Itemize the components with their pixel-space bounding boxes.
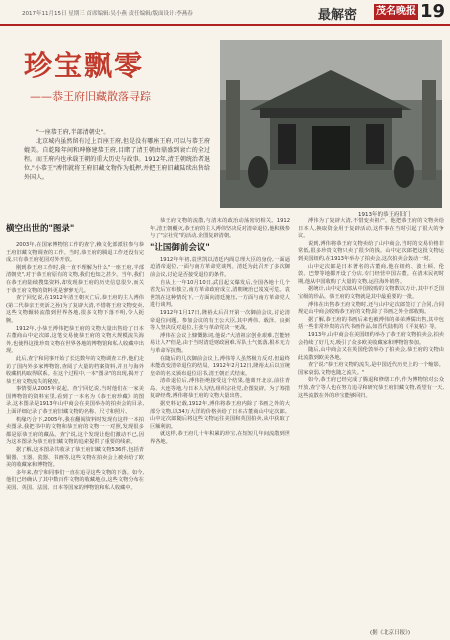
article-column-1	[6, 224, 144, 627]
paragraph: 就这样,恭王府几十年积累的珍宝,在短短几年间流散到世界各地。	[150, 431, 290, 446]
mansion-gate-photo	[220, 40, 442, 208]
paragraph: 1913年,山中商会在美国纽约举办了恭王府文物拍卖会,拍卖会持续了好几天,吸引了众多欧美收藏家和博物馆参加。	[298, 331, 444, 346]
section-label: 最解密	[318, 8, 358, 23]
paragraph: 溥伟在出售恭王府文物时,还与山中定次郎签订了合同,合同规定山中商会收购恭王府的文物,除了书画之外全部收购。	[298, 301, 444, 316]
paragraph: 机缘巧合下,2005年,我在翻阅资料时发现有这样一本拍卖图录,我把书中的文物和恭王府的文物一一对照,发现很多都是原恭王府的藏品。查宁说,这个发现让他们激动不已,因为这本图录为恭王府旧藏文物的追索提供了重要的线索。	[6, 416, 144, 446]
paragraph: 此后,查宁和同事开始了长达数年的文物调查工作,他们走访了国内外多家博物馆,查阅了大量的档案资料,并且与海外收藏机构取得联系。在这个过程中,一本"图录"的出现,揭开了恭王府文物流失的秘密。	[6, 355, 144, 385]
lede-paragraph: 北京城内虽然留有过上百座王府,但是没有哪座王府,可以与恭王府媲美。自乾隆年间和珅修建恭王府,目睹了清王朝由鼎盛到衰亡的全过程。而王府内也承载王朝的重大历史与故事。1912年,清王朝统治者退位,"小恭王"溥伟就将王府旧藏文物作为抵押,并把王府旧藏陆续出售给外国人。	[24, 138, 210, 181]
page-header	[0, 0, 450, 26]
paragraph: 刚到恭王府工作时,我一直不理解为什么"一座王府,半部清朝史",对于恭王府原有的文物,我们也知之甚少。当年,我们在恭王府陆续搜集资料,却发现恭王府的历史信息很少,而关于恭王府文物的资料更是寥寥无几。	[6, 264, 144, 294]
paragraph: 自从上一年10月10日,武昌起义爆发后,全国各地十几个省先后宣布独立,南方革命政府成立,清朝统治已岌岌可危。袁世凯在这种情况下,一方面向清廷施压,一方面与南方革命党人进行谈判。	[150, 279, 290, 309]
paragraph: 清帝退位后,溥伟拒绝接受这个结果,他离开北京,前往青岛、大连等地,与日本人勾结,组织宗社党,企图复辟。为了筹措复辟经费,溥伟将恭王府的文物大量出售。	[150, 378, 290, 400]
paragraph: 溥伟在会议上慷慨陈词,他说:"大清祖宗创业艰难,岂能轻易让人?"但是,由于当时清廷财政困难,军队士气低落,根本无力与革命军抗衡。	[150, 332, 290, 354]
paragraph: 查宁说:"恭王府文物的流失,是中国近代历史上的一个缩影。国家衰弱,文物也随之流失。"	[298, 362, 444, 376]
paragraph: 据史料记载,1912年,溥伟将恭王府内除了书画之外的大部分文物,以34万大洋的价格卖给了日本古董商山中定次郎。山中定次郎随后将这些文物运往美国和英国拍卖,从中获取了巨额利润。	[150, 401, 290, 430]
paragraph: 1912年1月17日,隆裕太后召开第一次御前会议,讨论清帝退位问题。参加会议的有王公大臣,其中溥伟、载泽、良弼等人坚决反对退位,主张与革命党决一死战。	[150, 309, 290, 332]
article-column-3	[298, 218, 444, 628]
page-number: 19	[420, 1, 446, 22]
article-subheadline: ——恭王府旧藏散落寻踪	[30, 90, 151, 103]
article-source: (据《北京日报》)	[370, 630, 411, 636]
section-heading: "让国御前会议"	[150, 242, 210, 253]
section-heading: 横空出世的"图录"	[6, 224, 75, 234]
paragraph: 事情要从2005年说起。查宁回忆说,当时他们在一家美国博物馆的资料室里,看到了一本名为《恭王府珍藏》的图录,这本图录是1913年山中商会在美国举办的拍卖会的目录,上面详细记录了恭王府旧藏文物的名称、尺寸和照片。	[6, 386, 144, 416]
gate-photo-illustration	[220, 40, 442, 208]
photo-caption: 1913年的恭王府旧门	[358, 212, 411, 218]
paragraph: 溥伟为了复辟大清,不惜变卖祖产。他把恭王府的文物卖给日本人,换取资金用于复辟活动,这件事在当时引起了很大的争议。	[298, 218, 444, 240]
paragraph: 据了解,恭王府的书画后来也被溥伟的弟弟溥儒出售,其中包括一些非常珍贵的古代书画作品,如晋代陆机的《平复帖》等。	[298, 316, 444, 331]
article-lede	[24, 128, 210, 182]
issue-meta: 2017年11月15日 星期三 首席编辑:吴小燕 责任编辑/版面设计:李燕春	[22, 11, 193, 17]
paragraph: 在随后的几次御前会议上,溥伟等人虽然极力反对,但最终未能改变清帝退位的结局。1912年2月12日,隆裕太后以宣统皇帝的名义颁布退位诏书,清王朝正式结束。	[150, 355, 290, 377]
paragraph: 多年来,查宁和同事们一直在追寻这些文物的下落。如今,他们已经确认了其中数百件文物的收藏地点,这些文物分布在美国、英国、法国、日本等国家的博物馆和私人收藏中。	[6, 469, 144, 491]
paragraph: 1912年,小恭王溥伟把恭王府的文物大量出售给了日本古董商山中定次郎,这笔交易使恭王府的文物大规模流失海外,也使得这批珍贵文物在世界各地的博物馆和私人收藏中出现。	[6, 325, 144, 355]
paragraph: 说到,溥伟将恭王府文物卖给了山中商会,当时的交易价格非常低,很多珍贵文物只卖了很少的钱。山中定次郎把这批文物运到美国纽约,在1913年举办了拍卖会,这次拍卖会轰动一时。	[298, 240, 444, 262]
article-column-2	[150, 218, 290, 628]
paragraph: 如今,恭王府已经完成了腾退和修缮工作,作为博物馆对公众开放,查宁等人也在努力追寻和研究恭王府旧藏文物,希望有一天,这些流散在外的珍宝能够回归。	[298, 377, 444, 399]
paragraph: 随后,山中商会又在英国伦敦举办了拍卖会,恭王府的文物由此流散到欧美各地。	[298, 347, 444, 361]
paragraph: 山中定次郎是日本著名的古董商,他在纽约、波士顿、伦敦、巴黎等地都开设了分店,专门经营中国古董。在清末民初时期,他从中国收购了大量的文物,运往海外销售。	[298, 263, 444, 285]
lede-paragraph: "一座恭王府,半部清朝史"。	[36, 129, 110, 136]
paragraph: 查宁回忆说,在1912年清王朝灭亡后,恭王府的主人溥伟(第二代恭亲王奕訢之孙)为了复辟大清,不惜将王府文物变卖,这些文物辗转流散到世界各地,很多文物下落不明,令人扼腕。	[6, 295, 144, 324]
paragraph: 据统计,山中定次郎从中国收购的文物数以万计,其中不乏国宝级的珍品。恭王府的文物就是其中最重要的一批。	[298, 286, 444, 300]
paragraph: 2003年,在国家博物馆工作的查宁,赖文化部派驻参与恭王府旧藏文物调查的工作。当时,恭王府的腾退工作还没有完成,只有恭王府花园对外开放。	[6, 242, 144, 264]
paragraph: 恭王府文物的流散,与清末的政治动荡密切相关。1912年,清王朝覆灭,恭王府的主人溥伟坚决反对清帝退位,他积极参与了"宗社党"的活动,企图复辟清朝。	[150, 218, 290, 240]
newspaper-logo: 茂名晚报	[374, 4, 418, 20]
paragraph: 据了解,这本图录共收录了恭王府旧藏文物536件,包括青铜器、玉器、瓷器、书画等,这些文物在拍卖会上被卖给了欧美的收藏家和博物馆。	[6, 447, 144, 469]
article-headline: 珍宝飘零	[24, 49, 145, 82]
paragraph: 1912年年初,袁世凯以清廷内阁总理大臣的身份,一面逼迫清帝退位,一面与南方革命党谈判。清廷为此召开了多次御前会议,讨论是否接受退位的条件。	[150, 256, 290, 278]
